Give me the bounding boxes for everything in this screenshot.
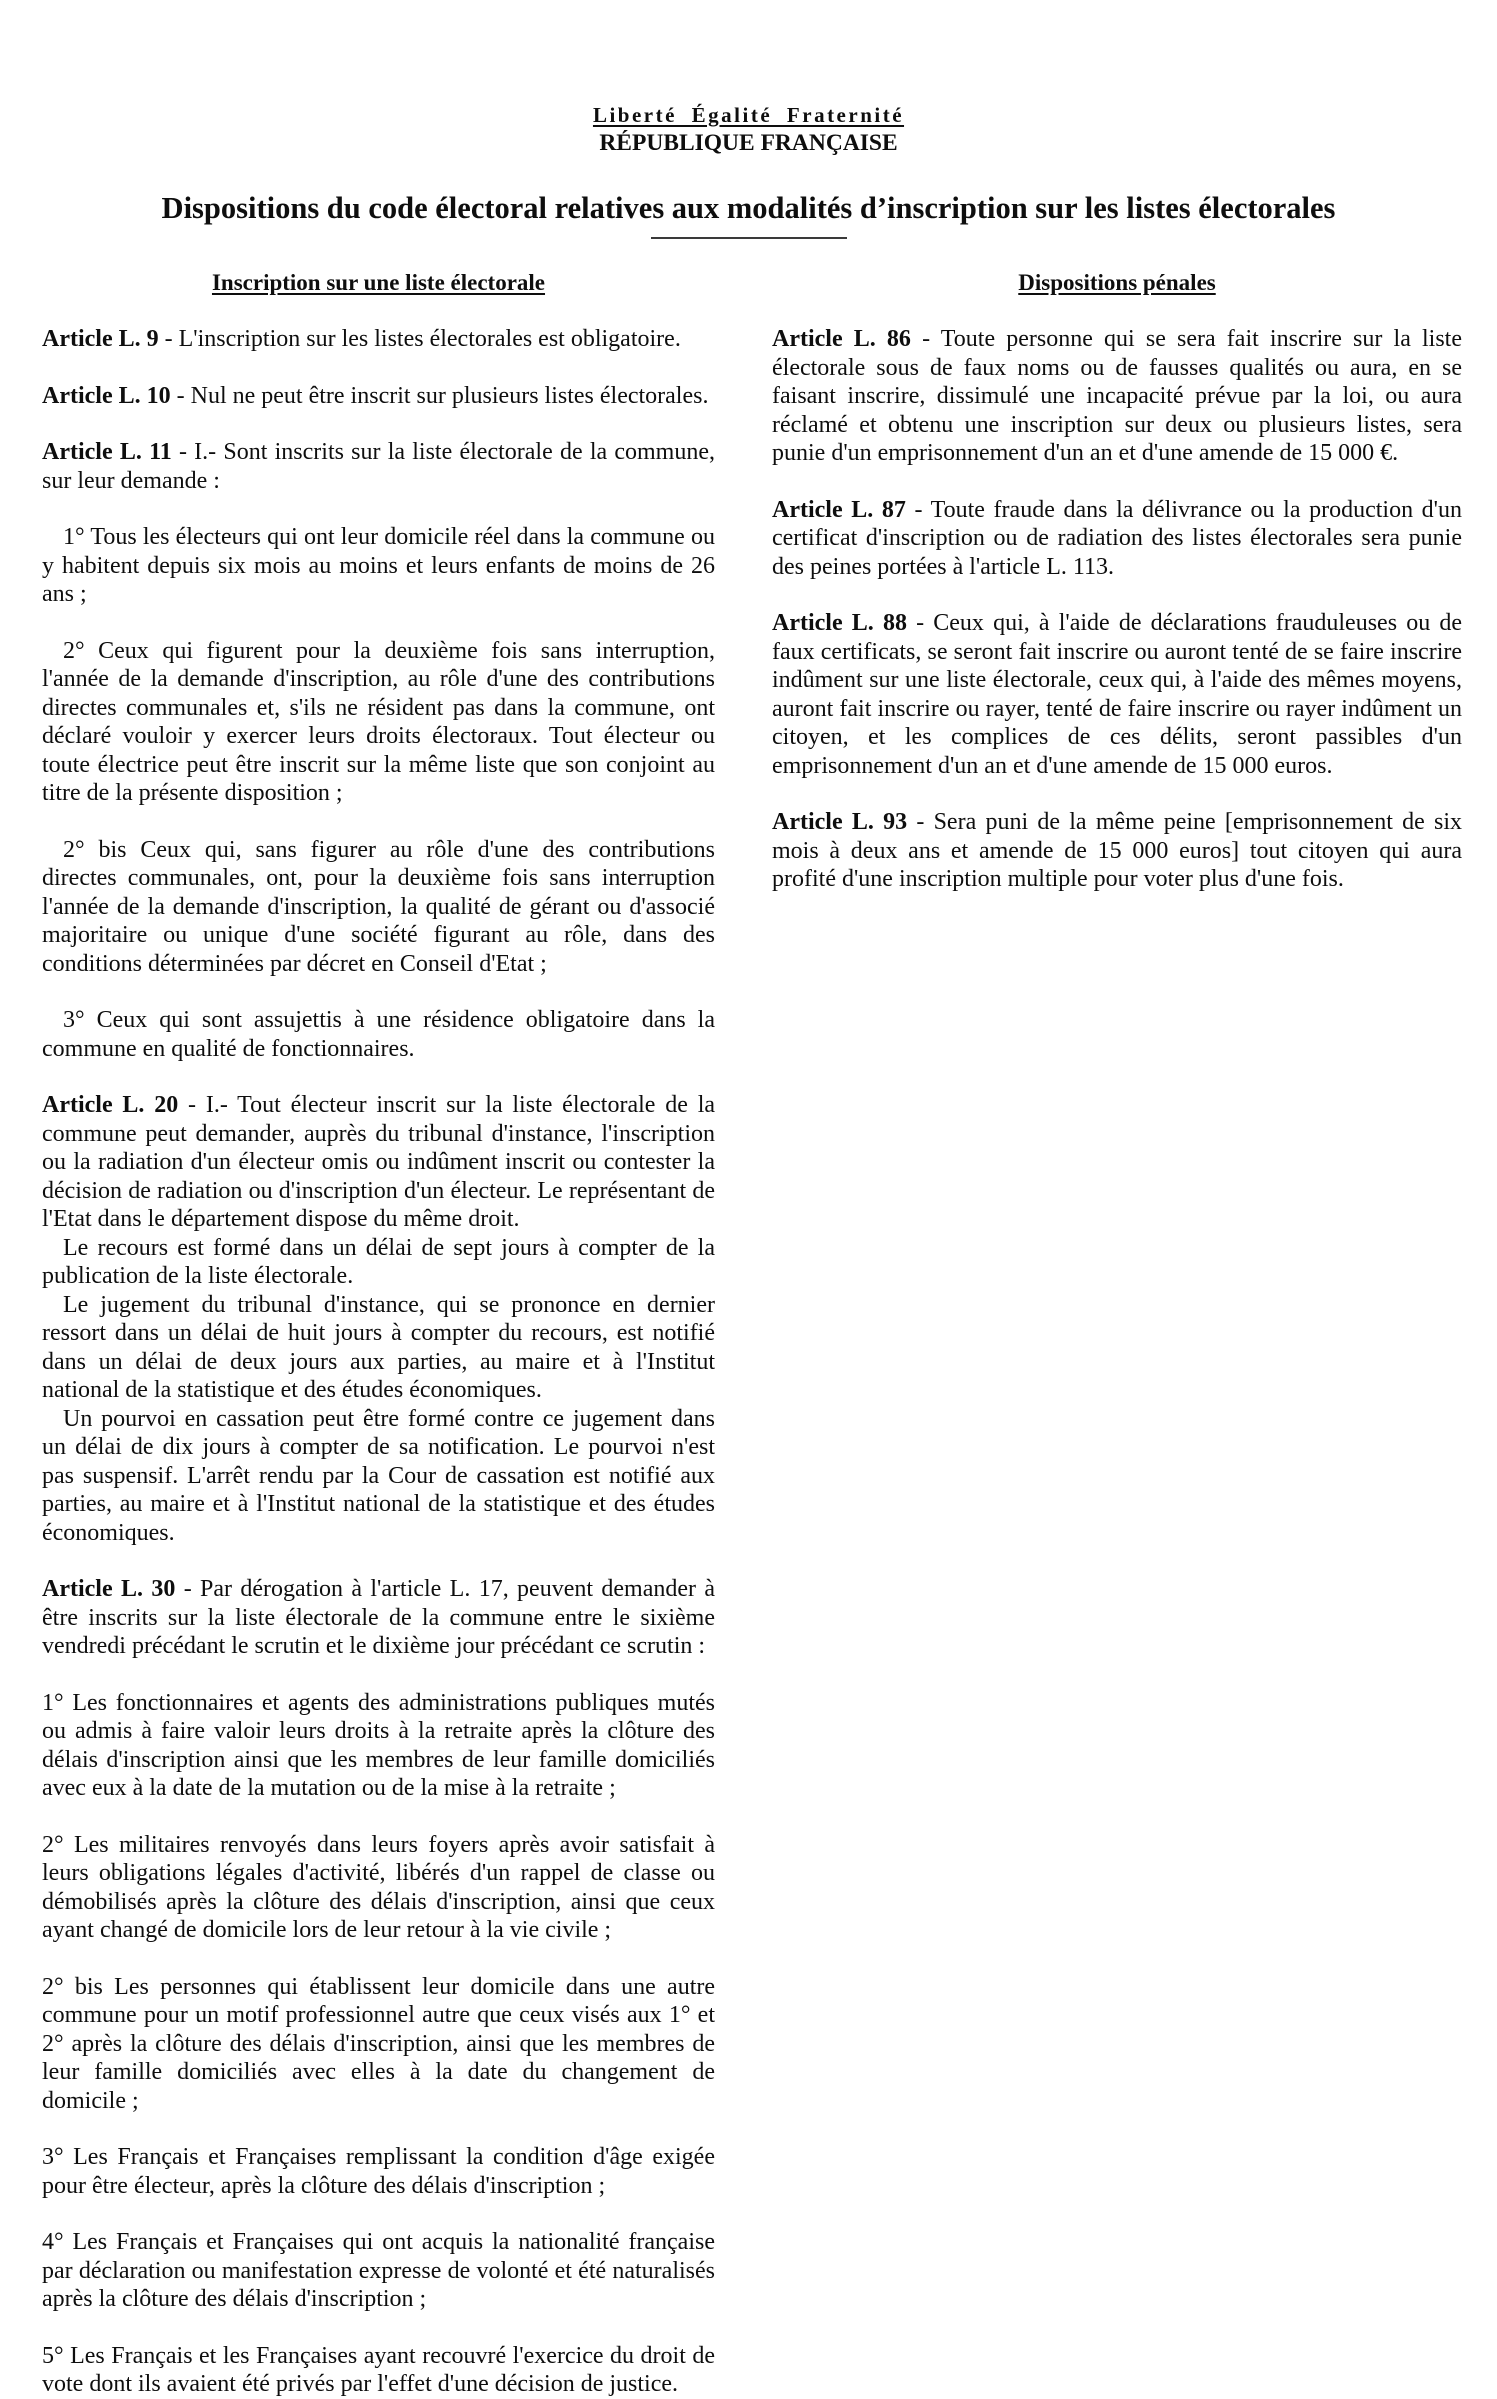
l30-item-4: 4° Les Français et Françaises qui ont acquis la nationalité française par déclaration ou manifestation expresse de volonté et été naturalisés après la clôture des délais d'inscription ;	[42, 2229, 715, 2312]
l30-item-2bis: 2° bis Les personnes qui établissent leur domicile dans une autre commune pour un motif professionnel autre que ceux visés aux 1° et 2° après la clôture des délais d'inscription, ainsi que les membres de leur famille domiciliés avec elles à la date du changement de domicile ;	[42, 1973, 715, 2114]
article-l9-text: - L'inscription sur les listes électorales est obligatoire.	[158, 326, 681, 352]
title-separator	[651, 237, 847, 239]
l11-item-3: 3° Ceux qui sont assujettis à une résidence obligatoire dans la commune en qualité de fonctionnaires.	[42, 1007, 715, 1062]
motto-line: Liberté Égalité Fraternité	[592, 103, 905, 127]
article-l93	[772, 808, 1462, 894]
article-l20-text: - I.- Tout électeur inscrit sur la liste électorale de la commune peut demander, auprès du tribunal d'instance, l'inscription ou la radiation d'un électeur omis ou indûment inscrit ou contester la décision de radiation ou d'inscription d'un électeur. Le représentant de l'Etat dans le département dispose du même droit.	[42, 1092, 716, 1232]
article-l10	[42, 382, 715, 411]
article-l10-label: Article L. 10	[42, 382, 171, 409]
article-l86-text: - Toute personne qui se sera fait inscrire sur la liste électorale sous de faux noms ou de fausses qualités ou aura, en se faisant inscrire, dissimulé une incapacité prévue par la loi, ou aura réclamé et obtenu une inscription sur deux ou plusieurs listes, sera punie d'un emprisonnement d'un an et d'une amende de 15 000 €.	[772, 326, 1463, 466]
l20-sub-2: Le jugement du tribunal d'instance, qui se prononce en dernier ressort dans un délai de huit jours à compter du recours, est notifié dans un délai de deux jours aux parties, au maire et à l'Institut national de la statistique et des études économiques.	[42, 1291, 715, 1403]
article-l11-label: Article L. 11	[42, 439, 172, 465]
article-l88-text: - Ceux qui, à l'aide de déclarations frauduleuses ou de faux certificats, se seront fait inscrire ou auront tenté de se faire inscrire indûment sur une liste électorale, ceux qui, à l'aide des mêmes moyens, auront fait inscrire ou rayer, tenté de faire inscrire ou rayer indûment un citoyen, et les complices de ces délits, seront passibles d'un emprisonnement d'un an et d'une amende de 15 000 euros.	[772, 610, 1463, 779]
column-dispositions-penales	[772, 269, 1462, 894]
left-column-heading: Inscription sur une liste électorale	[211, 270, 546, 295]
article-l11	[42, 438, 715, 495]
article-l93-label: Article L. 93	[772, 809, 908, 835]
article-l87-label: Article L. 87	[772, 496, 906, 523]
article-l9-label: Article L. 9	[42, 326, 159, 352]
two-column-body	[42, 269, 1462, 2399]
l30-item-3: 3° Les Français et Françaises remplissant la condition d'âge exigée pour être électeur, après la clôture des délais d'inscription ;	[42, 2144, 715, 2199]
right-column-heading: Dispositions pénales	[1018, 270, 1216, 295]
page-title: Dispositions du code électoral relatives aux modalités d’inscription sur les listes électorales	[161, 191, 1336, 225]
article-l86-label: Article L. 86	[772, 326, 911, 352]
l11-item-2bis: 2° bis Ceux qui, sans figurer au rôle d'une des contributions directes communales, ont, pour la deuxième fois sans interruption l'année de la demande d'inscription, la qualité de gérant ou d'associé majoritaire ou unique d'une société figurant au rôle, dans des conditions déterminées par décret en Conseil d'Etat ;	[42, 836, 715, 977]
article-l10-text: - Nul ne peut être inscrit sur plusieurs listes électorales.	[170, 382, 709, 409]
article-l20-label: Article L. 20	[42, 1092, 179, 1118]
article-l93-text: - Sera puni de la même peine [emprisonnement de six mois à deux ans et amende de 15 000 euros] tout citoyen qui aura profité d'une inscription multiple pour voter plus d'une fois.	[772, 809, 1462, 892]
article-l9	[42, 325, 715, 354]
l11-item-1: 1° Tous les électeurs qui ont leur domicile réel dans la commune ou y habitent depuis six mois au moins et leurs enfants de moins de 26 ans ;	[42, 524, 715, 607]
article-l30	[42, 1575, 715, 1661]
column-inscription	[42, 269, 715, 2399]
article-l87	[772, 496, 1462, 582]
l30-item-1: 1° Les fonctionnaires et agents des administrations publiques mutés ou admis à faire valoir leurs droits à la retraite après la clôture des délais d'inscription ainsi que les membres de leur famille domiciliés avec eux à la date de la mutation ou de la mise à la retraite ;	[42, 1689, 715, 1801]
l30-item-2: 2° Les militaires renvoyés dans leurs foyers après avoir satisfait à leurs obligations légales d'activité, libérés d'un rappel de classe ou démobilisés après la clôture des délais d'inscription, ainsi que ceux ayant changé de domicile lors de leur retour à la vie civile ;	[42, 1831, 715, 1943]
article-l88-label: Article L. 88	[772, 610, 907, 636]
article-l11-text: - I.- Sont inscrits sur la liste électorale de la commune, sur leur demande :	[42, 439, 715, 494]
article-l30-label: Article L. 30	[42, 1576, 176, 1602]
l11-item-2: 2° Ceux qui figurent pour la deuxième fois sans interruption, l'année de la demande d'inscription, au rôle d'une des contributions directes communales et, s'ils ne résident pas dans la commune, ont déclaré vouloir y exercer leurs droits électoraux. Tout électeur ou toute électrice peut être inscrit sur la même liste que son conjoint au titre de la présente disposition ;	[42, 637, 715, 806]
l30-item-5: 5° Les Français et les Françaises ayant recouvré l'exercice du droit de vote dont ils avaient été privés par l'effet d'une décision de justice.	[42, 2342, 715, 2397]
article-l86	[772, 325, 1462, 468]
motto-line-wrap	[0, 103, 1497, 128]
document-header	[0, 0, 1497, 239]
article-l20	[42, 1091, 715, 1234]
l20-sub-1: Le recours est formé dans un délai de sept jours à compter de la publication de la liste électorale.	[42, 1234, 715, 1289]
article-l88	[772, 609, 1462, 780]
article-l30-text: - Par dérogation à l'article L. 17, peuvent demander à être inscrits sur la liste électorale de la commune entre le sixième vendredi précédant le scrutin et le dixième jour précédant ce scrutin :	[42, 1576, 716, 1659]
l20-sub-3: Un pourvoi en cassation peut être formé contre ce jugement dans un délai de dix jours à compter de sa notification. Le pourvoi n'est pas suspensif. L'arrêt rendu par la Cour de cassation est notifié aux parties, au maire et à l'Institut national de la statistique et des études économiques.	[42, 1405, 715, 1546]
republic-line: RÉPUBLIQUE FRANÇAISE	[599, 130, 898, 156]
article-l87-text: - Toute fraude dans la délivrance ou la production d'un certificat d'inscription ou de radiation des listes électorales sera punie des peines portées à l'article L. 113.	[772, 496, 1463, 580]
